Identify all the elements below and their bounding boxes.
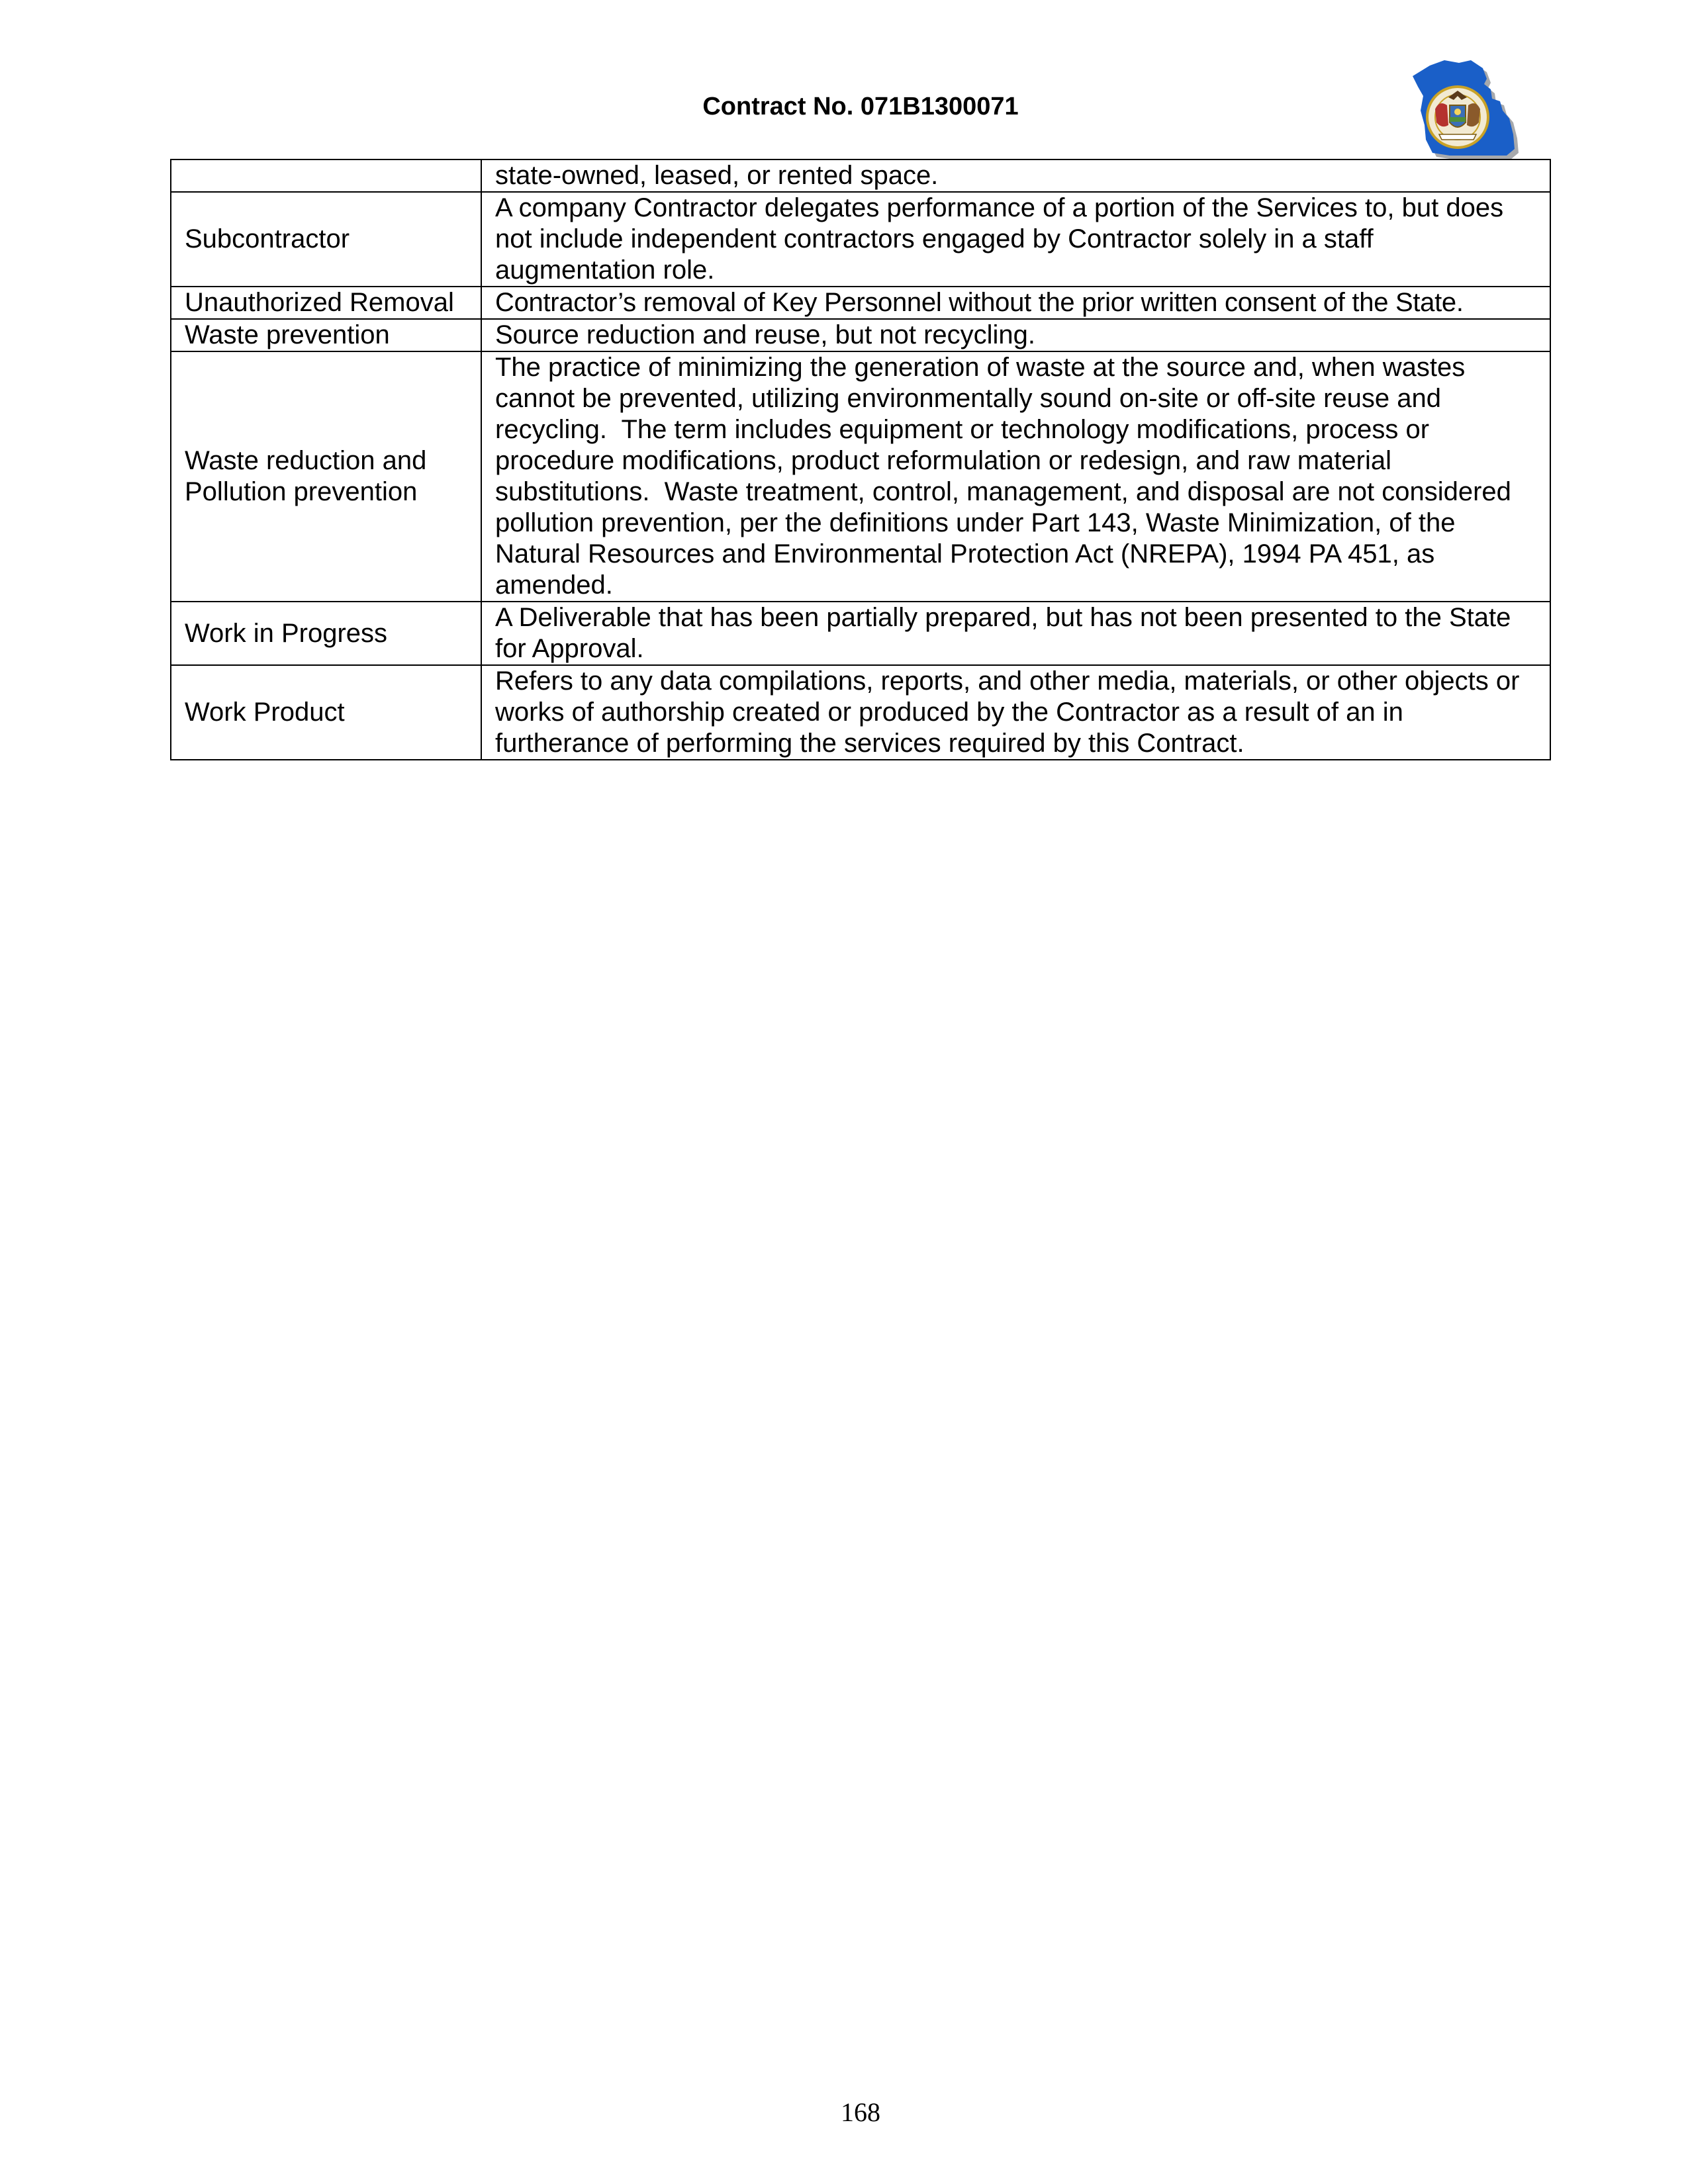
table-row xyxy=(171,287,1550,319)
page-number: 168 xyxy=(841,2097,880,2127)
definition-cell: The practice of minimizing the generation of waste at the source and, when wastes cannot be prevented, utilizing environmentally sound on-site or off-site reuse and recycling. The term includes equipment or technology modifications, process or procedure modifications, product reformulation or redesign, and raw material substitutions. Waste treatment, control, management, and disposal are not considered pollution prevention, per the definitions under Part 143, Waste Minimization, of the Natural Resources and Environmental Protection Act (NREPA), 1994 PA 451, as amended. xyxy=(481,351,1550,602)
definition-cell: state-owned, leased, or rented space. xyxy=(481,159,1550,192)
term-cell xyxy=(171,159,481,192)
table-row xyxy=(171,665,1550,760)
term-cell: Subcontractor xyxy=(171,192,481,287)
michigan-state-seal-icon xyxy=(1410,56,1523,162)
definitions-table xyxy=(170,159,1551,760)
table-row xyxy=(171,602,1550,665)
table-row xyxy=(171,192,1550,287)
term-cell: Work in Progress xyxy=(171,602,481,665)
definition-cell: Source reduction and reuse, but not recycling. xyxy=(481,319,1550,351)
term-cell: Waste prevention xyxy=(171,319,481,351)
term-cell: Work Product xyxy=(171,665,481,760)
table-row xyxy=(171,159,1550,192)
table-row xyxy=(171,351,1550,602)
definition-cell: Refers to any data compilations, reports, and other media, materials, or other objects or works of authorship created or produced by the Contractor as a result of an in furtherance of performing the services required by this Contract. xyxy=(481,665,1550,760)
definition-cell: A Deliverable that has been partially prepared, but has not been presented to the State for Approval. xyxy=(481,602,1550,665)
page-header: Contract No. 071B1300071 xyxy=(702,93,1019,120)
term-cell: Waste reduction and Pollution prevention xyxy=(171,351,481,602)
definition-cell: Contractor’s removal of Key Personnel without the prior written consent of the State. xyxy=(481,287,1550,319)
table-row xyxy=(171,319,1550,351)
term-cell: Unauthorized Removal xyxy=(171,287,481,319)
definition-cell: A company Contractor delegates performance of a portion of the Services to, but does not include independent contractors engaged by Contractor solely in a staff augmentation role. xyxy=(481,192,1550,287)
